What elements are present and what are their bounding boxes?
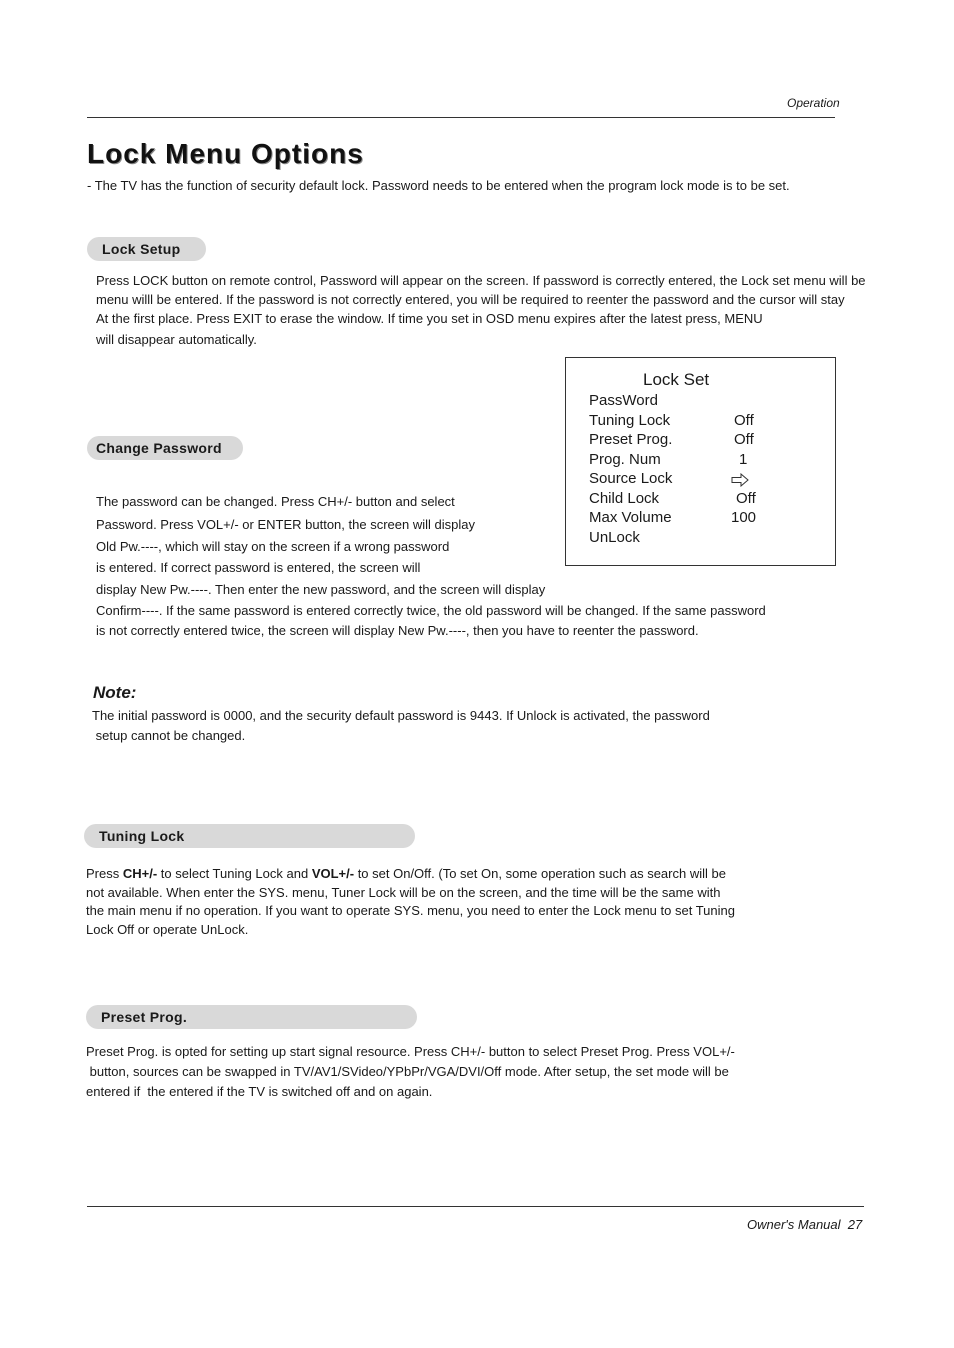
lock-set-item-label: UnLock (589, 529, 640, 546)
note-line: setup cannot be changed. (92, 728, 246, 743)
preset-prog-line: button, sources can be swapped in TV/AV1/SVideo/YPbPr/VGA/DVI/Off mode. After setup, the set mode will be (86, 1064, 729, 1079)
tuning-lock-heading: Tuning Lock (84, 824, 415, 848)
lock-setup-line: menu willl be entered. If the password is not correctly entered, you will be required to reenter the password and the cursor will stay (96, 292, 845, 307)
tuning-lock-text: Press (86, 866, 123, 881)
lock-set-item-password (589, 392, 819, 412)
lock-set-item-label: Preset Prog. (589, 431, 673, 448)
lock-set-item-label: Prog. Num (589, 451, 661, 468)
change-password-line: Confirm----. If the same password is entered correctly twice, the old password will be changed. If the same password (96, 603, 766, 618)
lock-setup-line: Press LOCK button on remote control, Password will appear on the screen. If password is correctly entered, the Lock set menu will be (96, 273, 866, 288)
lock-setup-heading: Lock Setup (87, 237, 206, 261)
tuning-lock-line: not available. When enter the SYS. menu, Tuner Lock will be on the screen, and the time will be the same with (86, 885, 721, 900)
lock-set-item-prog-num (589, 451, 819, 471)
preset-prog-line: entered if the entered if the TV is switched off and on again. (86, 1084, 433, 1099)
tuning-lock-text: to select Tuning Lock and (157, 866, 312, 881)
change-password-line: The password can be changed. Press CH+/- button and select (96, 494, 455, 509)
lock-set-item-label: Max Volume (589, 509, 672, 526)
ch-key-text: CH+/- (122, 866, 158, 881)
change-password-line: Old Pw.----, which will stay on the screen if a wrong password (96, 539, 450, 554)
arrow-right-icon (731, 473, 749, 491)
tuning-lock-line: the main menu if no operation. If you want to operate SYS. menu, you need to enter the Lock menu to set Tuning (86, 903, 735, 918)
lock-setup-line: At the first place. Press EXIT to erase the window. If time you set in OSD menu expires after the latest press, MENU (96, 311, 763, 326)
tuning-lock-text: to set On/Off. (To set On, some operation such as search will be (354, 866, 726, 881)
vol-key-text: VOL+/- (311, 866, 355, 881)
lock-set-item-max-volume (589, 509, 819, 529)
lock-set-item-source-lock (589, 470, 819, 490)
lock-set-item-preset-prog (589, 431, 819, 451)
header-rule (87, 117, 835, 118)
tuning-lock-line (86, 864, 726, 883)
lock-set-item-value: Off (734, 431, 754, 448)
change-password-line: Password. Press VOL+/- or ENTER button, the screen will display (96, 517, 475, 532)
lock-set-item-child-lock (589, 490, 819, 510)
lock-set-item-value: 1 (739, 451, 748, 468)
change-password-line: is not correctly entered twice, the screen will display New Pw.----, then you have to reenter the password. (96, 623, 699, 638)
note-line: The initial password is 0000, and the security default password is 9443. If Unlock is activated, the password (92, 708, 710, 723)
note-heading: Note: (93, 683, 137, 702)
intro-text: - The TV has the function of security default lock. Password needs to be entered when the program lock mode is to be set. (87, 178, 790, 193)
lock-set-item-value: Off (734, 412, 754, 429)
lock-set-menu (565, 357, 836, 566)
preset-prog-heading: Preset Prog. (86, 1005, 417, 1029)
lock-set-item-label: Source Lock (589, 470, 673, 487)
lock-set-item-label: PassWord (589, 392, 658, 409)
lock-set-item-tuning-lock (589, 412, 819, 432)
footer-rule (87, 1206, 864, 1207)
tuning-lock-line: Lock Off or operate UnLock. (86, 922, 249, 937)
lock-set-item-value: 100 (731, 509, 757, 526)
lock-set-item-label: Child Lock (589, 490, 660, 507)
page-title: Lock Menu Options (87, 138, 364, 169)
footer-page-label: Owner's Manual 27 (747, 1217, 863, 1232)
lock-set-item-unlock (589, 529, 819, 549)
lock-setup-line: will disappear automatically. (96, 332, 257, 347)
change-password-line: display New Pw.----. Then enter the new password, and the screen will display (96, 582, 546, 597)
change-password-heading: Change Password (87, 436, 243, 460)
header-section-label: Operation (787, 96, 840, 110)
preset-prog-line: Preset Prog. is opted for setting up start signal resource. Press CH+/- button to select Preset Prog. Press VOL+/- (86, 1044, 735, 1059)
lock-set-item-label: Tuning Lock (589, 412, 671, 429)
change-password-line: is entered. If correct password is entered, the screen will (96, 560, 421, 575)
lock-set-item-value: Off (736, 490, 756, 507)
lock-set-title: Lock Set (643, 370, 710, 389)
